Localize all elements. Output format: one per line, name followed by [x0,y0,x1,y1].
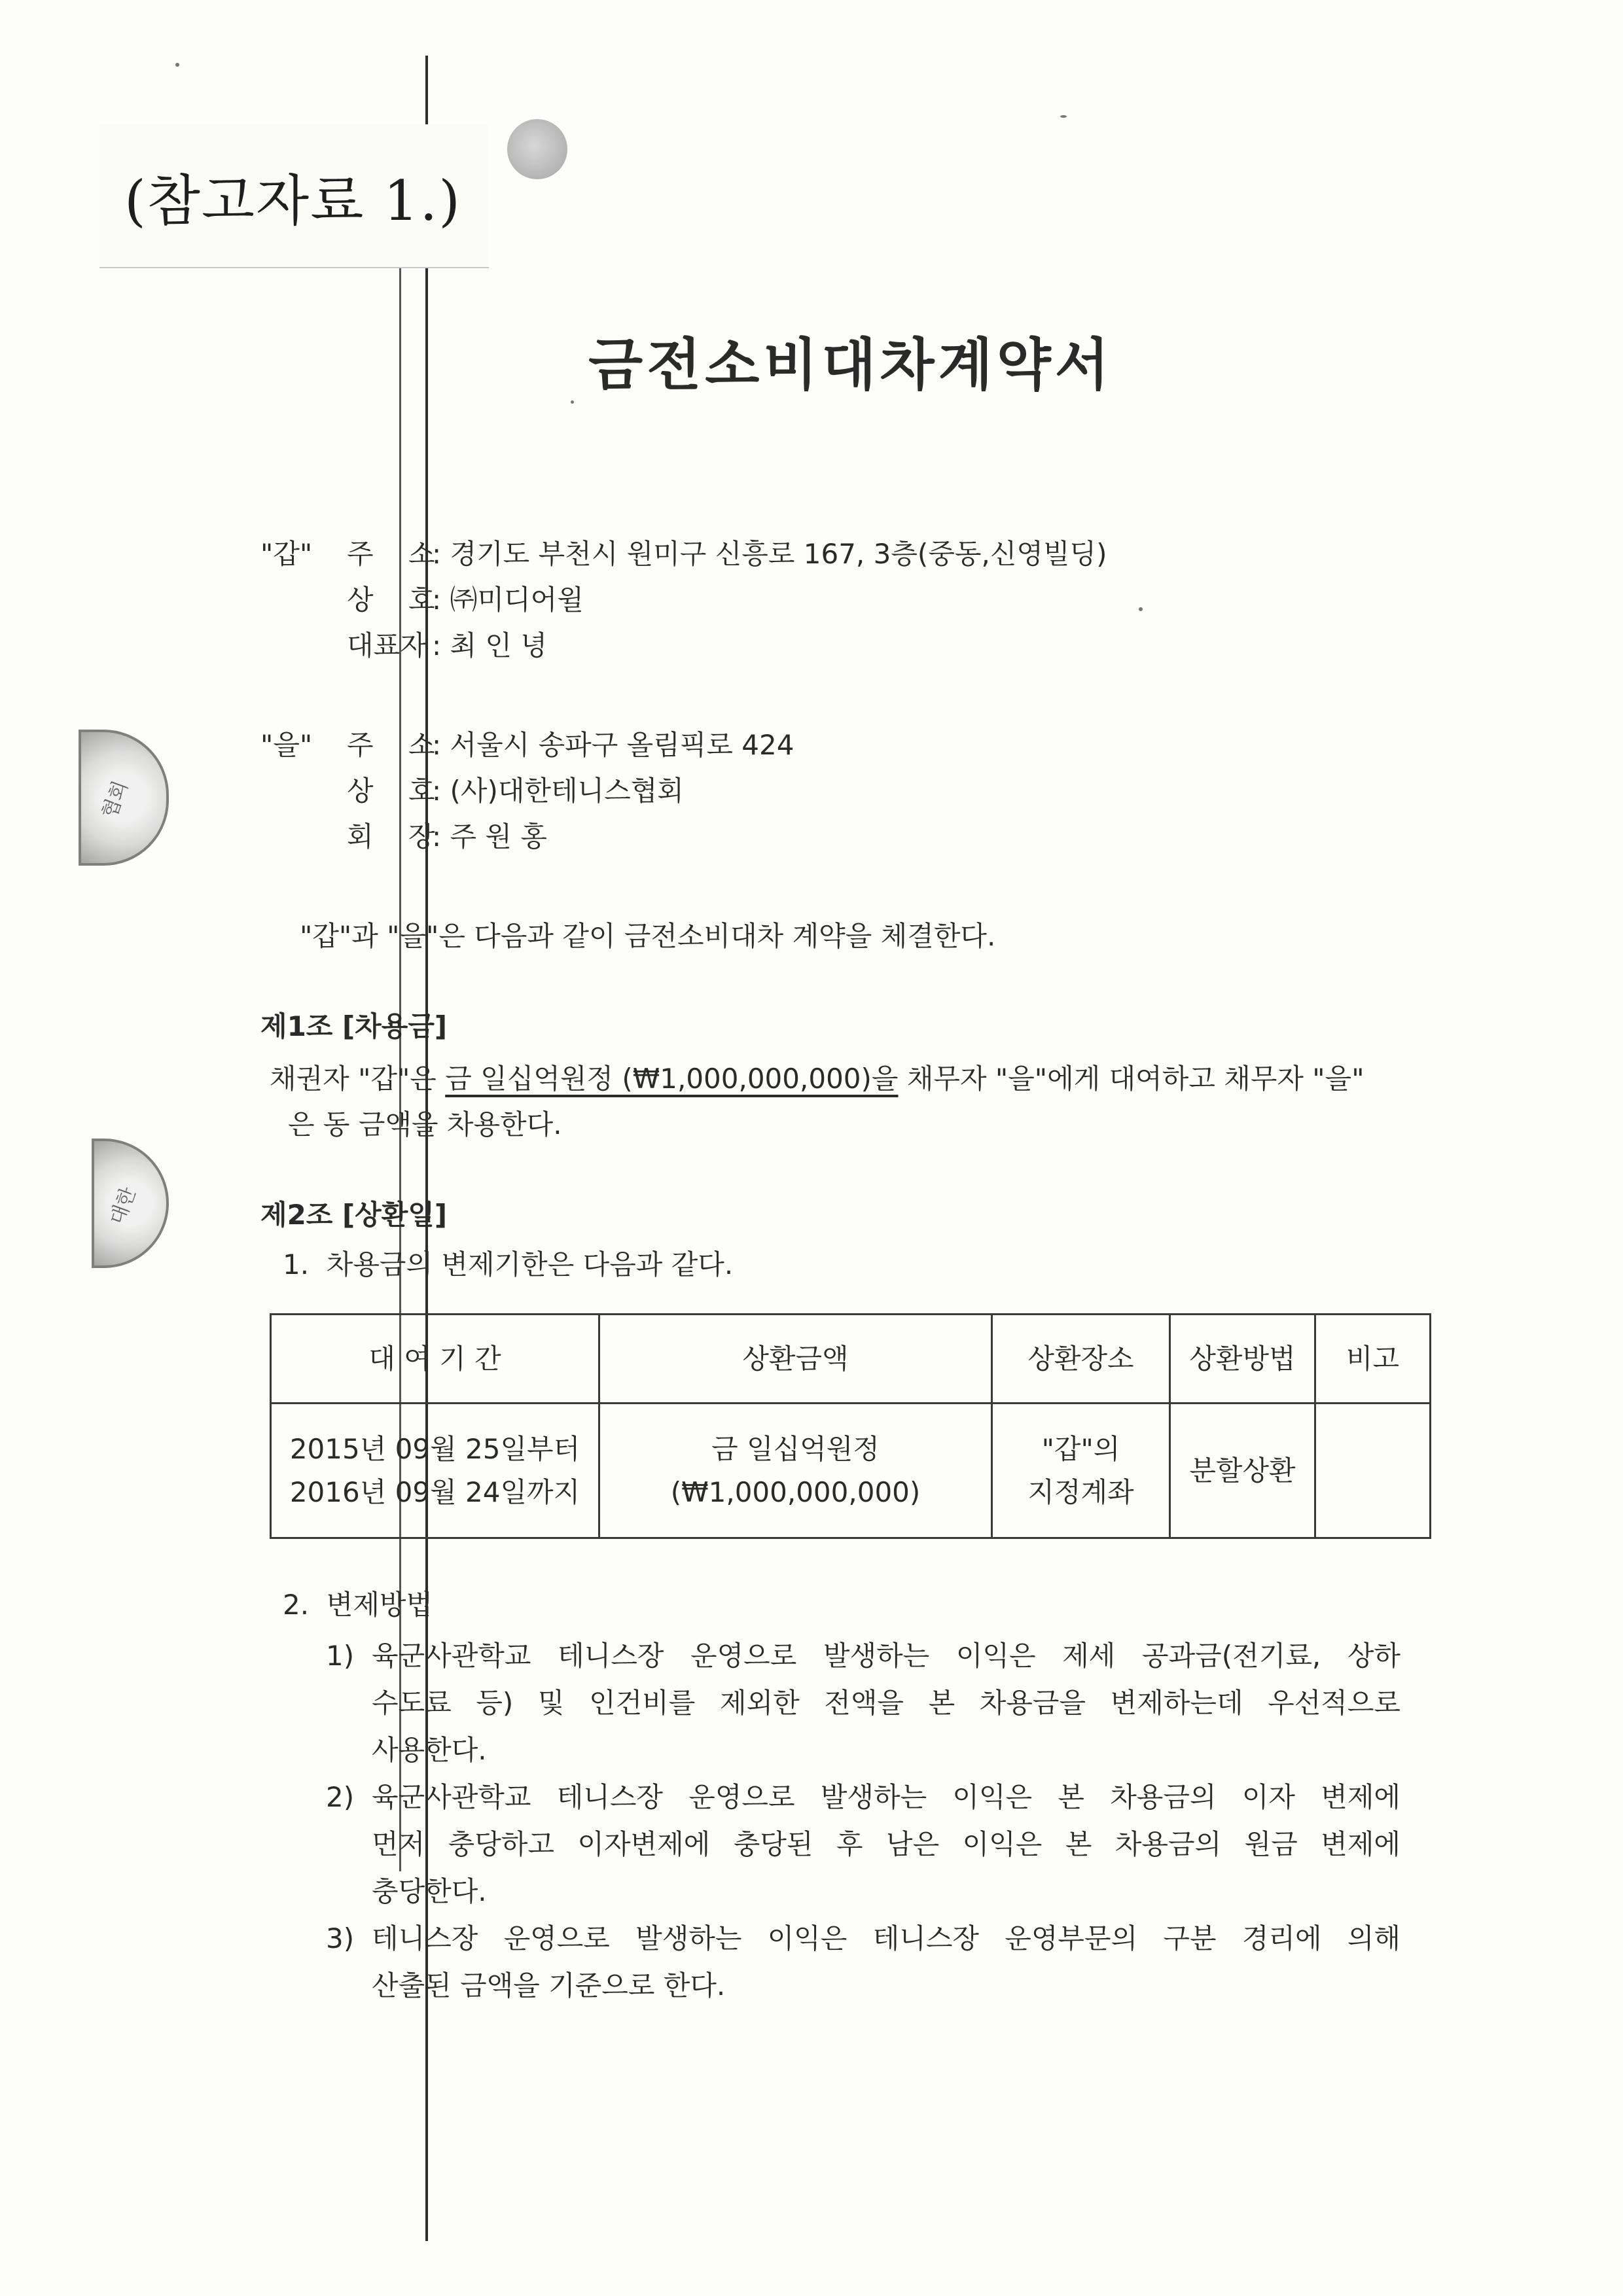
party-a-address-label: 주 소 [347,538,435,570]
party-a-rep: : 최 인 녕 [432,629,547,662]
party-a-name: : ㈜미디어윌 [432,584,584,616]
party-a-tag: "갑" [260,538,313,570]
party-b-address-label: 주 소 [347,729,435,761]
sub-1-line-2: 수도료 등) 및 인건비를 제외한 전액을 본 차용금을 변제하는데 우선적으로 [372,1687,1400,1719]
cell-amount [599,1404,992,1538]
article-1-line-1 [270,1065,1364,1093]
header-amount: 상환금액 [599,1315,992,1404]
scan-speck [571,400,574,404]
party-a-rep-label: 대표자 [347,629,427,662]
sub-2-number: 2) [326,1781,355,1813]
article-2-item-1: 1. 차용금의 변제기한은 다음과 같다. [283,1248,734,1280]
scan-speck [1060,115,1067,118]
article-1-line-2: 은 동 금액을 차용한다. [288,1108,562,1140]
period-start: 2015년 09월 25일부터 [289,1433,580,1466]
sub-1-number: 1) [326,1640,355,1672]
seal-text: 협회 [98,777,133,822]
punch-hole [507,119,567,179]
repayment-schedule-table [270,1313,1431,1539]
party-b-rep: : 주 원 홍 [432,821,547,853]
seal-stamp [79,730,169,866]
header-period: 대 여 기 간 [271,1315,599,1404]
sub-1-line-1: 육군사관학교 테니스장 운영으로 발생하는 이익은 제세 공과금(전기료, 상하 [372,1640,1400,1672]
article-1-line-1-post: 채무자 "을"에게 대여하고 채무자 "을" [898,1063,1364,1095]
place-line-1: "갑"의 [1041,1433,1120,1466]
party-a-name-label: 상 호 [347,584,435,616]
party-b-address: : 서울시 송파구 올림픽로 424 [432,729,794,761]
seal-stamp [92,1139,169,1268]
party-b-tag: "을" [260,729,313,761]
article-1-loan-amount: 금 일십억원정 (₩1,000,000,000)을 [445,1063,899,1095]
article-1-heading: 제1조 [차용금] [260,1010,448,1042]
cell-note [1315,1404,1431,1538]
amount-numeric: (₩1,000,000,000) [670,1475,921,1508]
sub-1-line-3: 사용한다. [372,1734,487,1766]
sub-2-line-3: 충당한다. [372,1875,487,1907]
scan-speck [175,63,179,67]
header-method: 상환방법 [1170,1315,1315,1404]
header-note: 비고 [1315,1315,1431,1404]
cell-method: 분할상환 [1170,1404,1315,1538]
scan-speck [1139,607,1143,611]
amount-korean: 금 일십억원정 [711,1433,880,1466]
seal-text: 대한 [105,1184,141,1228]
party-b-name: : (사)대한테니스협회 [432,775,684,807]
cell-place [992,1404,1170,1538]
party-a-address: : 경기도 부천시 원미구 신흥로 167, 3층(중동,신영빌딩) [432,538,1107,570]
reference-label: (참고자료 1.) [124,169,461,233]
sub-2-line-1: 육군사관학교 테니스장 운영으로 발생하는 이익은 본 차용금의 이자 변제에 [372,1781,1400,1813]
sub-2-line-2: 먼저 충당하고 이자변제에 충당된 후 남은 이익은 본 차용금의 원금 변제에 [372,1828,1400,1860]
intro-sentence: "갑"과 "을"은 다음과 같이 금전소비대차 계약을 체결한다. [300,920,996,952]
period-end: 2016년 09월 24일까지 [289,1475,580,1508]
article-1-line-1-pre: 채권자 "갑"은 [270,1063,446,1095]
sub-3-line-1: 테니스장 운영으로 발생하는 이익은 테니스장 운영부문의 구분 경리에 의해 [372,1922,1400,1954]
sub-3-line-2: 산출된 금액을 기준으로 한다. [372,1969,726,2002]
article-2-heading: 제2조 [상환일] [260,1199,448,1231]
document-title: 금전소비대차계약서 [588,332,1113,398]
table-row [271,1404,1431,1538]
place-line-2: 지정계좌 [1027,1475,1134,1508]
party-b-name-label: 상 호 [347,775,435,807]
table-header-row [271,1315,1431,1404]
header-place: 상환장소 [992,1315,1170,1404]
cell-period [271,1404,599,1538]
party-b-rep-label: 회 장 [347,821,435,853]
article-2-item-2: 2. 변제방법 [283,1589,433,1621]
sub-3-number: 3) [326,1922,355,1954]
